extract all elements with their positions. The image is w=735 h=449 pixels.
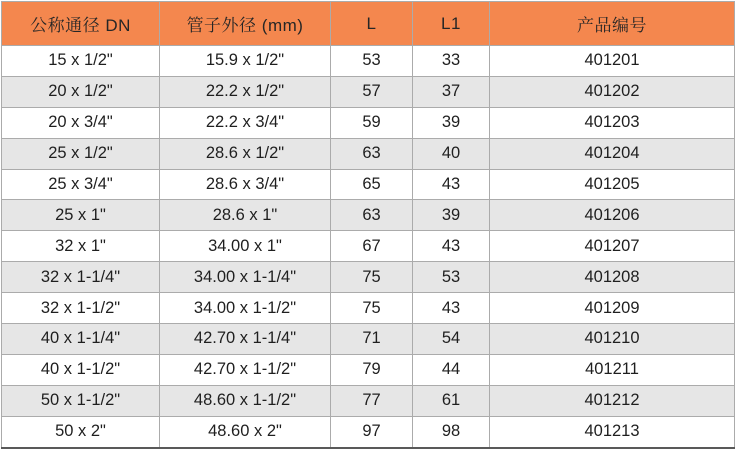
- table-cell: 63: [331, 200, 413, 231]
- table-cell: 20 x 3/4": [2, 107, 160, 138]
- table-cell: 28.6 x 3/4": [160, 169, 331, 200]
- table-cell: 32 x 1-1/2": [2, 293, 160, 324]
- table-row: [2, 46, 735, 77]
- table-cell: 401205: [490, 169, 735, 200]
- table-cell: 401203: [490, 107, 735, 138]
- table-row: [2, 324, 735, 355]
- table-cell: 22.2 x 3/4": [160, 107, 331, 138]
- table-cell: 40: [413, 138, 490, 169]
- table-cell: 34.00 x 1": [160, 231, 331, 262]
- table-cell: 32 x 1": [2, 231, 160, 262]
- product-spec-table: [1, 1, 735, 449]
- table-cell: 15.9 x 1/2": [160, 46, 331, 77]
- header-product-code: 产品编号: [490, 2, 735, 46]
- table-row: [2, 169, 735, 200]
- table-cell: 42.70 x 1-1/4": [160, 324, 331, 355]
- table-cell: 75: [331, 293, 413, 324]
- table-cell: 28.6 x 1/2": [160, 138, 331, 169]
- table-cell: 71: [331, 324, 413, 355]
- table-row: [2, 416, 735, 447]
- table-cell: 401207: [490, 231, 735, 262]
- table-body: [2, 46, 735, 448]
- table-cell: 401208: [490, 262, 735, 293]
- header-L: L: [331, 2, 413, 46]
- table-cell: 54: [413, 324, 490, 355]
- table-cell: 77: [331, 385, 413, 416]
- table-cell: 43: [413, 293, 490, 324]
- table-row: [2, 200, 735, 231]
- table-cell: 25 x 1/2": [2, 138, 160, 169]
- table-cell: 44: [413, 354, 490, 385]
- table-cell: 25 x 1": [2, 200, 160, 231]
- table-cell: 28.6 x 1": [160, 200, 331, 231]
- table-cell: 33: [413, 46, 490, 77]
- table-cell: 32 x 1-1/4": [2, 262, 160, 293]
- table-cell: 401213: [490, 416, 735, 447]
- table-cell: 40 x 1-1/4": [2, 324, 160, 355]
- table-row: [2, 293, 735, 324]
- table-cell: 67: [331, 231, 413, 262]
- table-row: [2, 262, 735, 293]
- table-cell: 79: [331, 354, 413, 385]
- table-row: [2, 76, 735, 107]
- header-row: [2, 2, 735, 46]
- table-row: [2, 385, 735, 416]
- table-cell: 25 x 3/4": [2, 169, 160, 200]
- table-cell: 57: [331, 76, 413, 107]
- table-cell: 97: [331, 416, 413, 447]
- table-cell: 53: [331, 46, 413, 77]
- table-cell: 22.2 x 1/2": [160, 76, 331, 107]
- header-nominal-diameter: 公称通径 DN: [2, 2, 160, 46]
- table-header: [2, 2, 735, 46]
- table-cell: 401206: [490, 200, 735, 231]
- table-cell: 50 x 2": [2, 416, 160, 447]
- table-cell: 40 x 1-1/2": [2, 354, 160, 385]
- table-cell: 34.00 x 1-1/2": [160, 293, 331, 324]
- table-cell: 20 x 1/2": [2, 76, 160, 107]
- table-cell: 43: [413, 231, 490, 262]
- table-cell: 59: [331, 107, 413, 138]
- table-cell: 401202: [490, 76, 735, 107]
- table-row: [2, 138, 735, 169]
- table-row: [2, 107, 735, 138]
- table-cell: 53: [413, 262, 490, 293]
- table-cell: 98: [413, 416, 490, 447]
- header-pipe-outer-diameter: 管子外径 (mm): [160, 2, 331, 46]
- table-cell: 43: [413, 169, 490, 200]
- table-cell: 63: [331, 138, 413, 169]
- table-cell: 401211: [490, 354, 735, 385]
- table-cell: 65: [331, 169, 413, 200]
- table-cell: 48.60 x 2": [160, 416, 331, 447]
- table-cell: 401212: [490, 385, 735, 416]
- table-cell: 39: [413, 107, 490, 138]
- table-cell: 37: [413, 76, 490, 107]
- table-cell: 401210: [490, 324, 735, 355]
- table-cell: 401204: [490, 138, 735, 169]
- table-row: [2, 231, 735, 262]
- header-L1: L1: [413, 2, 490, 46]
- table-cell: 401201: [490, 46, 735, 77]
- table-cell: 48.60 x 1-1/2": [160, 385, 331, 416]
- table-cell: 15 x 1/2": [2, 46, 160, 77]
- table-cell: 50 x 1-1/2": [2, 385, 160, 416]
- table-row: [2, 354, 735, 385]
- table-cell: 42.70 x 1-1/2": [160, 354, 331, 385]
- table-cell: 39: [413, 200, 490, 231]
- table-cell: 401209: [490, 293, 735, 324]
- table-cell: 61: [413, 385, 490, 416]
- table-cell: 34.00 x 1-1/4": [160, 262, 331, 293]
- table-cell: 75: [331, 262, 413, 293]
